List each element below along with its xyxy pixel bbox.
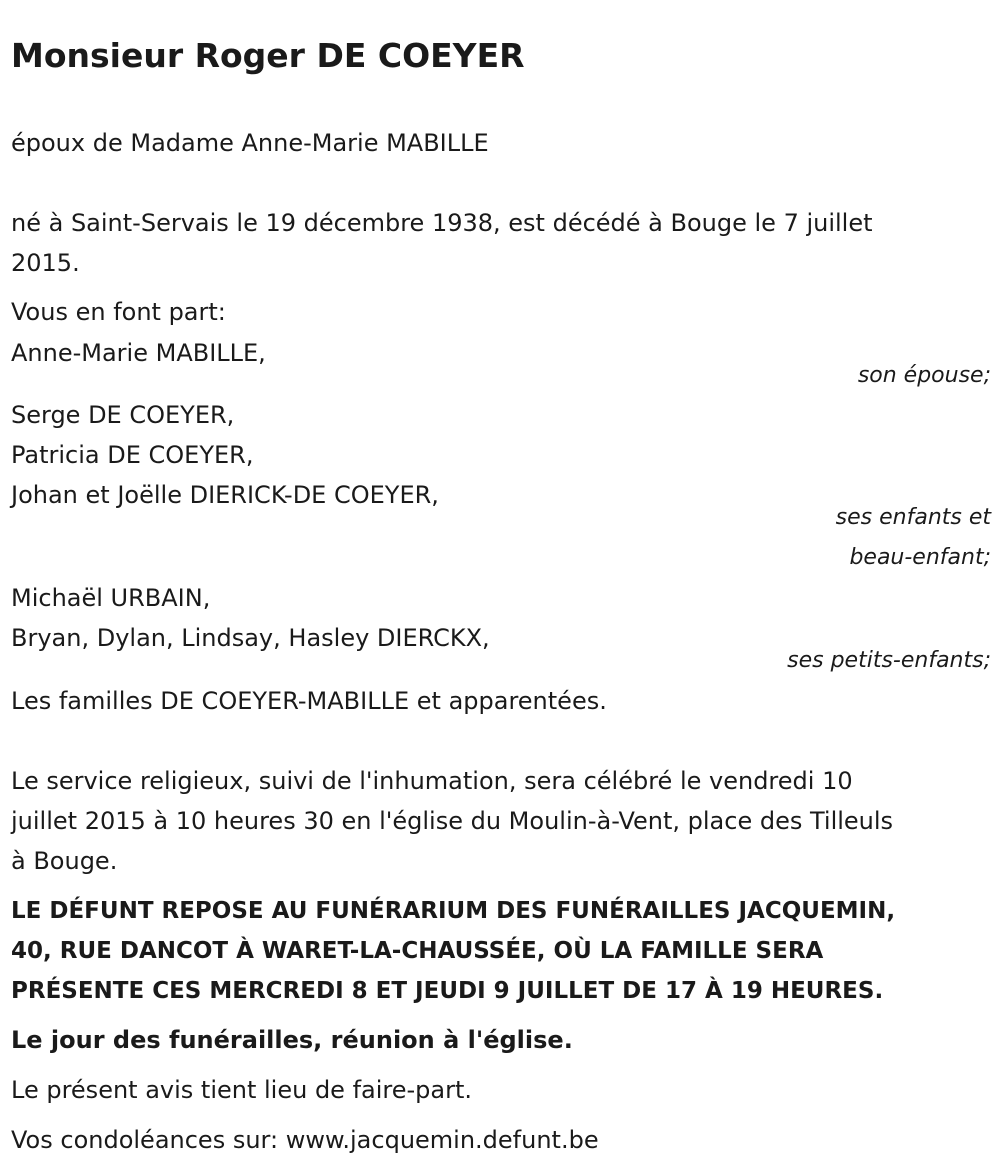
condolences-line: Vos condoléances sur: www.jacquemin.defunt.be [11,1126,599,1154]
spouse-name: Anne-Marie MABILLE, [11,339,266,367]
intro-text: Vous en font part: [11,298,226,326]
grandchild-name: Bryan, Dylan, Lindsay, Hasley DIERCKX, [11,624,490,652]
child-name: Patricia DE COEYER, [11,441,254,469]
child-name: Johan et Joëlle DIERICK-DE COEYER, [11,481,439,509]
viewing-line-2: 40, RUE DANCOT À WARET-LA-CHAUSSÉE, OÙ LA FAMILLE SERA [11,938,824,964]
spouse-line: époux de Madame Anne-Marie MABILLE [11,129,489,157]
spouse-relation: son épouse; [857,363,991,388]
families-line: Les familles DE COEYER-MABILLE et apparentées. [11,687,607,715]
viewing-line-3: PRÉSENTE CES MERCREDI 8 ET JEUDI 9 JUILLET DE 17 À 19 HEURES. [11,978,884,1004]
viewing-line-1: LE DÉFUNT REPOSE AU FUNÉRARIUM DES FUNÉRAILLES JACQUEMIN, [11,898,896,924]
service-line-1: Le service religieux, suivi de l'inhumation, sera célébré le vendredi 10 [11,767,853,795]
service-line-3: à Bouge. [11,847,118,875]
page-title: Monsieur Roger DE COEYER [11,36,525,75]
birth-death-line-1: né à Saint-Servais le 19 décembre 1938, est décédé à Bouge le 7 juillet [11,209,873,237]
grandchildren-relation: ses petits-enfants; [787,648,991,673]
notice-statement: Le présent avis tient lieu de faire-part. [11,1076,473,1104]
children-relation-line-1: ses enfants et [835,505,991,530]
birth-death-line-2: 2015. [11,249,80,277]
meeting-line: Le jour des funérailles, réunion à l'église. [11,1026,573,1054]
grandchild-name: Michaël URBAIN, [11,584,211,612]
child-name: Serge DE COEYER, [11,401,235,429]
children-relation-line-2: beau-enfant; [849,545,991,570]
service-line-2: juillet 2015 à 10 heures 30 en l'église du Moulin-à-Vent, place des Tilleuls [11,807,894,835]
